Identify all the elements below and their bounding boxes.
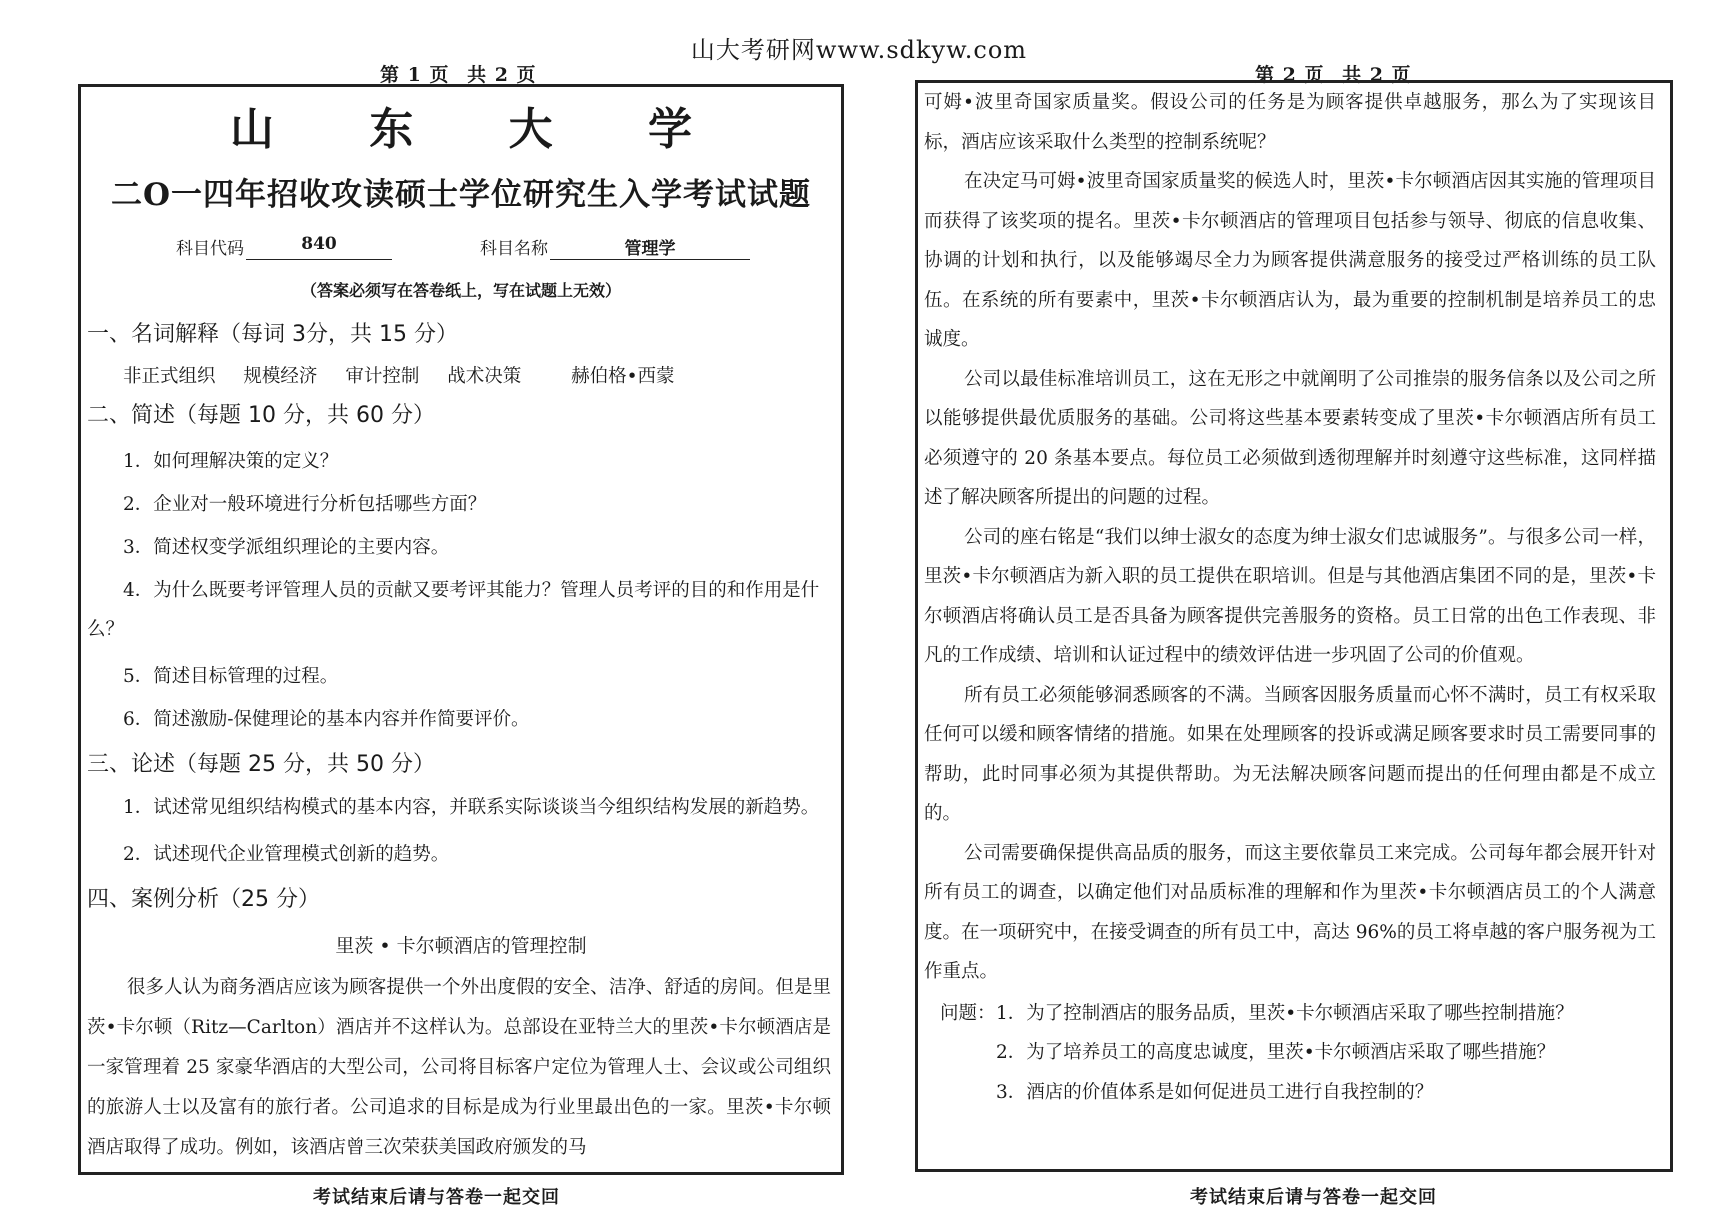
section2-question: 4．为什么既要考评管理人员的贡献又要考评其能力？管理人员考评的目的和作用是什么？ bbox=[87, 580, 820, 640]
university-title: 山 东 大 学 bbox=[230, 104, 732, 155]
term-item: 非正式组织 bbox=[123, 366, 216, 387]
page1-page-current: 第 1 页 bbox=[380, 64, 450, 86]
term-item: 规模经济 bbox=[243, 366, 318, 387]
section2-question: 3．简述权变学派组织理论的主要内容。 bbox=[123, 537, 450, 558]
page1-page-total: 共 2 页 bbox=[467, 64, 537, 86]
page1-page-number bbox=[375, 60, 542, 87]
case-question: 3．酒店的价值体系是如何促进员工进行自我控制的？ bbox=[996, 1081, 1434, 1103]
page2-page-current: 第 2 页 bbox=[1255, 64, 1325, 86]
section3-heading: 三、论述（每题 25 分，共 50 分） bbox=[87, 752, 435, 777]
page1-body bbox=[81, 317, 841, 1168]
page1-footer: 考试结束后请与答卷一起交回 bbox=[313, 1187, 560, 1208]
case-questions bbox=[924, 994, 1656, 1113]
section2-question: 5．简述目标管理的过程。 bbox=[123, 666, 339, 687]
exam-title: 二O一四年招收攻读硕士学位研究生入学考试试题 bbox=[110, 177, 811, 213]
subject-name-label: 科目名称 bbox=[480, 239, 548, 259]
section3-question: 1．试述常见组织结构模式的基本内容，并联系实际谈谈当今组织结构发展的新趋势。 bbox=[123, 797, 820, 818]
page2-body bbox=[918, 83, 1670, 1112]
subject-code: 840 bbox=[246, 234, 392, 260]
section2-question: 2．企业对一般环境进行分析包括哪些方面？ bbox=[123, 494, 487, 515]
section2-heading: 二、简述（每题 10 分，共 60 分） bbox=[87, 403, 435, 428]
exam-page-1 bbox=[78, 84, 844, 1175]
case-paragraph: 公司以最佳标准培训员工，这在无形之中就阐明了公司推崇的服务信条以及公司之所以能够提供最优质服务的基础。公司将这些基本要素转变成了里茨•卡尔顿酒店所有员工必须遵守的 20 条基本要点。每位员工必须做到透彻理解并时刻遵守这些标准，这同样描述了解决顾客所提出的问题的过程。 bbox=[924, 368, 1656, 508]
subject-name: 管理学 bbox=[550, 234, 750, 260]
case-paragraph: 所有员工必须能够洞悉顾客的不满。当顾客因服务质量而心怀不满时，员工有权采取任何可以缓和顾客情绪的措施。如果在处理顾客的投诉或满足顾客要求时员工需要同事的帮助，此时同事必须为其提供帮助。为无法解决顾客问题而提出的任何理由都是不成立的。 bbox=[924, 684, 1656, 824]
term-item: 审计控制 bbox=[345, 366, 420, 387]
questions-label: 问题： bbox=[940, 1002, 996, 1024]
term-item: 赫伯格•西蒙 bbox=[571, 366, 675, 387]
section2-question: 6．简述激励-保健理论的基本内容并作简要评价。 bbox=[123, 709, 530, 730]
case-paragraph: 在决定马可姆•波里奇国家质量奖的候选人时，里茨•卡尔顿酒店因其实施的管理项目而获得了该奖项的提名。里茨•卡尔顿酒店的管理项目包括参与领导、彻底的信息收集、协调的计划和执行，以及能够竭尽全力为顾客提供满意服务的接受过严格训练的员工队伍。在系统的所有要素中，里茨•卡尔顿酒店认为，最为重要的控制机制是培养员工的忠诚度。 bbox=[924, 171, 1656, 350]
term-list bbox=[123, 362, 841, 388]
section4-heading: 四、案例分析（25 分） bbox=[87, 887, 320, 912]
section2-question: 1．如何理解决策的定义？ bbox=[123, 451, 339, 472]
subject-code-label: 科目代码 bbox=[176, 239, 244, 259]
case-paragraph: 很多人认为商务酒店应该为顾客提供一个外出度假的安全、洁净、舒适的房间。但是里茨•卡尔顿（Ritz—Carlton）酒店并不这样认为。总部设在亚特兰大的里茨•卡尔顿酒店是一家管理着 25 家豪华酒店的大型公司，公司将目标客户定位为管理人士、会议或公司组织的旅游人士以及富有的旅行者。公司追求的目标是成为行业里最出色的一家。里茨•卡尔顿酒店取得了成功。例如，该酒店曾三次荣获美国政府颁发的马 bbox=[87, 977, 831, 1158]
answer-note: （答案必须写在答卷纸上，写在试题上无效） bbox=[300, 281, 621, 300]
page2-page-total: 共 2 页 bbox=[1342, 64, 1412, 86]
exam-page-2 bbox=[915, 80, 1673, 1172]
section1-heading: 一、名词解释（每词 3分，共 15 分） bbox=[87, 322, 458, 347]
term-item: 战术决策 bbox=[447, 366, 522, 387]
case-question: 1．为了控制酒店的服务品质，里茨•卡尔顿酒店采取了哪些控制措施？ bbox=[996, 1002, 1574, 1024]
case-title: 里茨 • 卡尔顿酒店的管理控制 bbox=[335, 935, 587, 957]
page2-footer: 考试结束后请与答卷一起交回 bbox=[1190, 1187, 1437, 1208]
case-paragraph: 公司需要确保提供高品质的服务，而这主要依靠员工来完成。公司每年都会展开针对所有员工的调查，以确定他们对品质标准的理解和作为里茨•卡尔顿酒店员工的个人满意度。在一项研究中，在接受调查的所有员工中，高达 96%的员工将卓越的客户服务视为工作重点。 bbox=[924, 842, 1656, 982]
subject-line bbox=[81, 234, 841, 260]
case-question: 2．为了培养员工的高度忠诚度，里茨•卡尔顿酒店采取了哪些措施？ bbox=[996, 1042, 1556, 1063]
case-paragraph: 公司的座右铭是“我们以绅士淑女的态度为绅士淑女们忠诚服务”。与很多公司一样，里茨•卡尔顿酒店为新入职的员工提供在职培训。但是与其他酒店集团不同的是，里茨•卡尔顿酒店将确认员工是否具备为顾客提供完善服务的资格。员工日常的出色工作表现、非凡的工作成绩、培训和认证过程中的绩效评估进一步巩固了公司的价值观。 bbox=[924, 526, 1656, 666]
case-paragraph: 可姆•波里奇国家质量奖。假设公司的任务是为顾客提供卓越服务，那么为了实现该目标，酒店应该采取什么类型的控制系统呢？ bbox=[924, 92, 1656, 153]
site-header: 山大考研网www.sdkyw.com bbox=[690, 36, 1028, 64]
section3-question: 2．试述现代企业管理模式创新的趋势。 bbox=[123, 844, 450, 865]
